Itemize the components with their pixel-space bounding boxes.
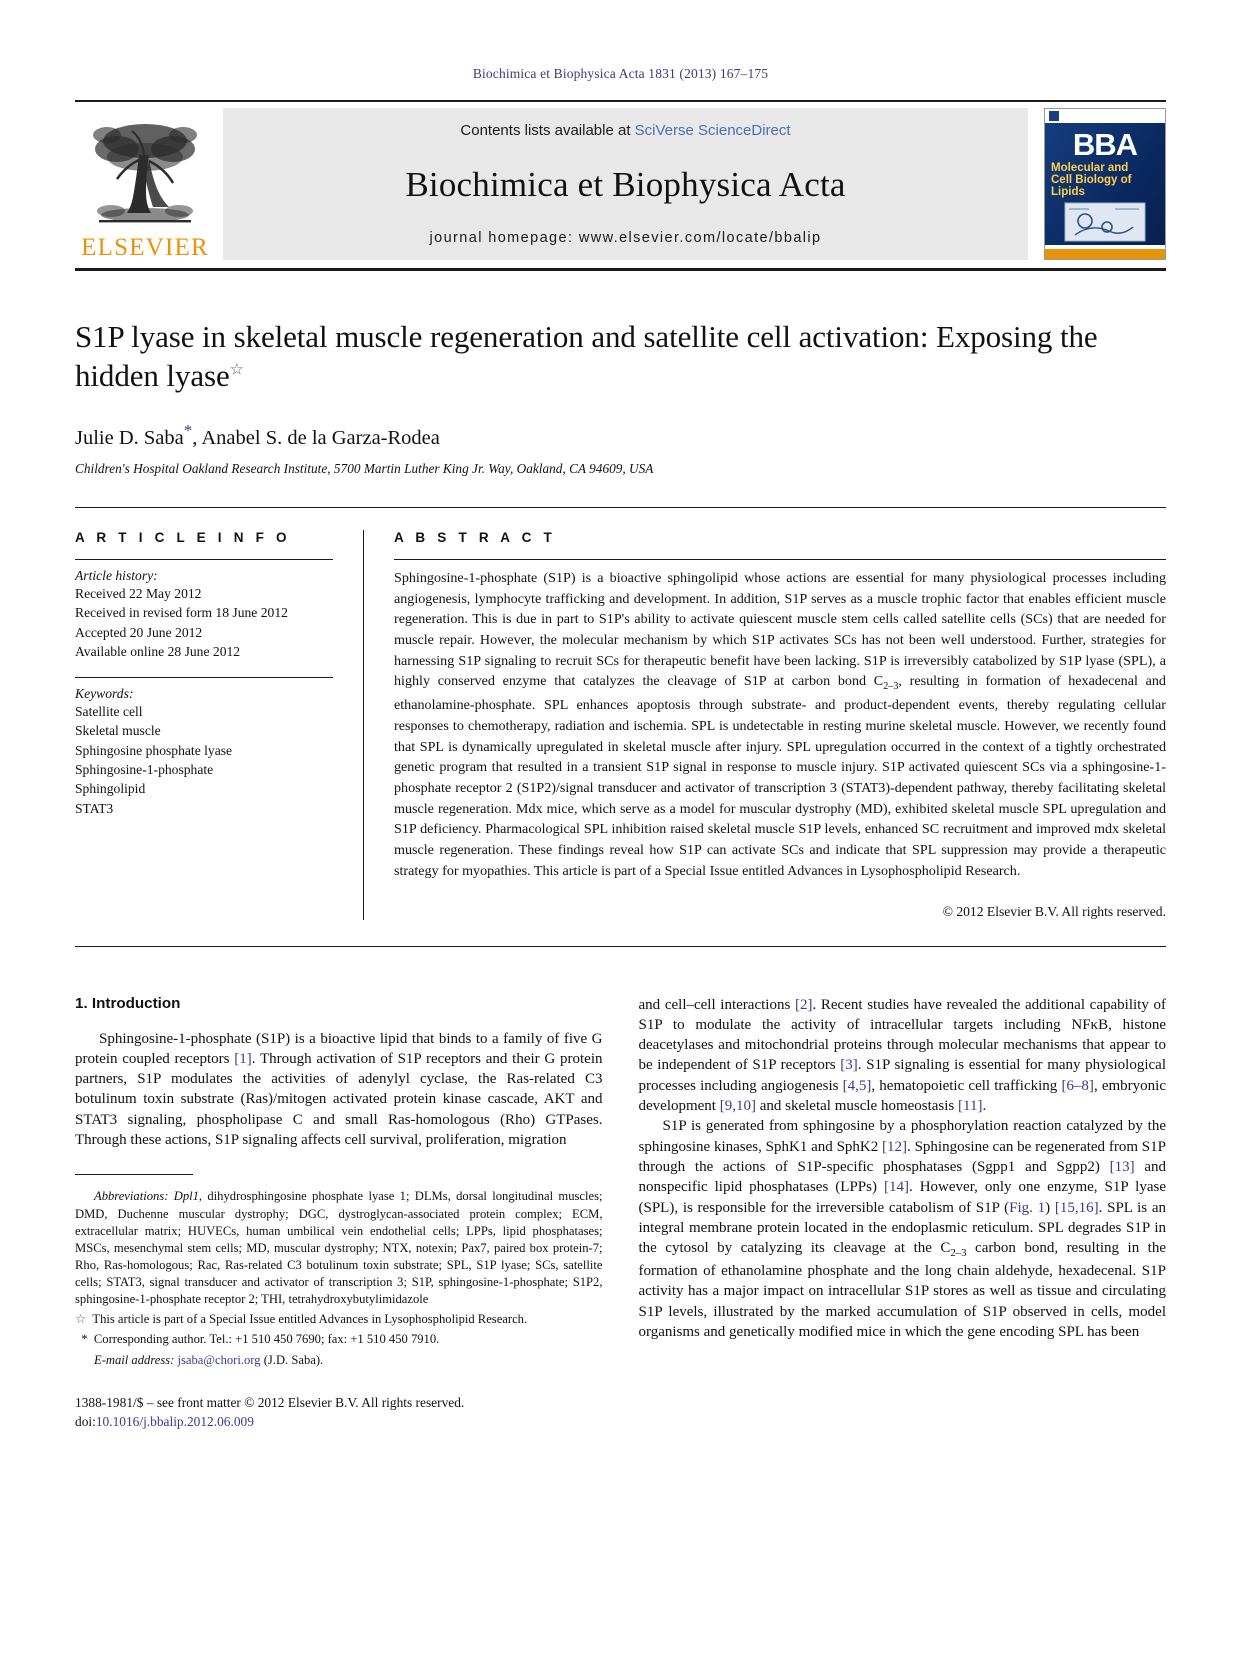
special-issue-note-text: This article is part of a Special Issue entitled Advances in Lysophospholipid Research. <box>92 1312 528 1327</box>
intro-paragraph-left <box>75 1029 603 1151</box>
right-text-g: . <box>982 1098 987 1115</box>
panel-vertical-divider <box>363 530 364 920</box>
figure-1-link[interactable]: Fig. 1 <box>1009 1199 1046 1216</box>
email-footnote <box>75 1352 603 1369</box>
body-column-left <box>75 995 603 1431</box>
right-text-b: . Recent studies have revealed the additional capability of S1P to modulate the activity of intracellular targets including NFκB, histone deacetylases and mitochondrial proteins through molecular mechanisms that appear to be independent of S1P receptors <box>638 996 1166 1074</box>
page-title <box>75 317 1166 395</box>
corresponding-note-text: Corresponding author. Tel.: +1 510 450 7690; fax: +1 510 450 7910. <box>93 1332 440 1347</box>
svg-text:Molecular and: Molecular and <box>1051 162 1129 174</box>
doi-prefix: doi: <box>75 1413 96 1429</box>
right2-subscript: 2–3 <box>950 1247 967 1260</box>
abbreviation-first-term: Dpl1 <box>173 1189 199 1204</box>
abbreviations-footnote <box>75 1188 603 1308</box>
journal-masthead <box>75 100 1166 262</box>
citation-ref-12[interactable]: [12] <box>882 1138 908 1155</box>
history-accepted: Accepted 20 June 2012 <box>75 624 203 640</box>
history-revised: Received in revised form 18 June 2012 <box>75 605 288 621</box>
elsevier-tree-icon <box>81 115 209 233</box>
citation-ref-6-8[interactable]: [6–8] <box>1061 1077 1094 1094</box>
abbreviations-label: Abbreviations: <box>94 1189 174 1204</box>
info-spacer <box>75 661 333 677</box>
intro-left-text-a: Sphingosine-1-phosphate (S1P) is a bioactive lipid that binds to a family of five G protein coupled receptors <box>75 1030 603 1067</box>
contents-prefix: Contents lists available at <box>460 122 635 139</box>
keyword-item: Skeletal muscle <box>75 723 161 739</box>
citation-ref-1[interactable]: [1] <box>234 1050 252 1067</box>
imprint-doi-line <box>75 1412 603 1431</box>
article-history-label: Article history: <box>75 567 158 583</box>
history-received: Received 22 May 2012 <box>75 585 202 601</box>
special-issue-footnote <box>75 1311 603 1328</box>
article-info-heading: A R T I C L E I N F O <box>75 529 291 545</box>
journal-homepage-link[interactable]: journal homepage: www.elsevier.com/locate/bbalip <box>429 230 822 246</box>
citation-ref-9-10[interactable]: [9,10] <box>719 1098 756 1115</box>
abstract-subscript: 2–3 <box>883 681 899 693</box>
contents-available-line <box>460 122 790 139</box>
abstract-part-2: , resulting in formation of hexadecenal and ethanolamine-phosphate. SPL enhances apoptosis through substrate- and product-dependent events, thereby regulating cellular responses to chemotherapy, radiation and ischemia. SPL is undetectable in resting murine skeletal muscle. However, we recently found that SPL is dynamically upregulated in skeletal muscle after injury. SPL upregulation occurred in the context of a tightly orchestrated genetic program that resulted in a transient S1P signal in response to muscle injury. S1P activated quiescent SCs via a sphingosine-1-phosphate receptor 2 (S1P2)/signal transducer and activator of transcription 3 (STAT3)-dependent pathway, thereby facilitating skeletal muscle regeneration. Mdx mice, which serve as a model for muscular dystrophy (MD), exhibited skeletal muscle SPL upregulation and S1P deficiency. Pharmacological SPL inhibition raised skeletal muscle S1P levels, enhanced SC recruitment and improved mdx skeletal muscle regeneration. These findings reveal how S1P can activate SCs and indicate that SPL suppression may provide a therapeutic strategy for myopathies. This article is part of a Special Issue entitled Advances in Lysophospholipid Research. <box>394 673 1166 879</box>
body-column-right <box>639 995 1167 1431</box>
svg-text:BBA: BBA <box>1072 127 1138 162</box>
keyword-item: STAT3 <box>75 800 114 816</box>
elsevier-wordmark: ELSEVIER <box>81 234 209 261</box>
journal-info-box <box>223 108 1028 260</box>
article-title-text: S1P lyase in skeletal muscle regeneration and satellite cell activation: Exposing the hidden lyase <box>75 319 1098 394</box>
corresponding-author-footnote <box>75 1331 603 1348</box>
footnotes-block <box>75 1174 603 1430</box>
doi-link[interactable]: 10.1016/j.bbalip.2012.06.009 <box>95 1413 254 1429</box>
author-primary: Julie D. Saba <box>75 426 184 449</box>
masthead-bottom-rule <box>75 268 1166 271</box>
right-text-c: . S1P signaling is essential for many physiological processes including angiogenesis <box>638 1057 1166 1094</box>
info-rule-top <box>75 559 333 560</box>
sciencedirect-link[interactable]: SciVerse ScienceDirect <box>634 122 791 139</box>
star-footnote-marker: ☆ <box>75 1312 87 1327</box>
right-text-d: , hematopoietic cell trafficking <box>871 1077 1062 1094</box>
abstract-column <box>394 530 1166 920</box>
journal-cover-art <box>1045 109 1165 260</box>
running-head: Biochimica et Biophysica Acta 1831 (2013) 167–175 <box>472 66 769 81</box>
right2-text-d: . However, only one enzyme, S1P lyase (SPL), is responsible for the irreversible catabolism of S1P ( <box>638 1179 1166 1216</box>
imprint-block <box>75 1393 603 1431</box>
abstract-rule-top <box>394 559 1166 560</box>
info-rule-keywords <box>75 677 333 678</box>
title-footnote-marker[interactable]: ☆ <box>229 361 244 379</box>
svg-text:Lipids: Lipids <box>1051 186 1085 198</box>
abstract-copyright: © 2012 Elsevier B.V. All rights reserved. <box>942 903 1166 919</box>
intro-paragraph-right-1 <box>639 995 1167 1117</box>
citation-ref-3[interactable]: [3] <box>840 1057 858 1074</box>
corresponding-author-marker[interactable]: * <box>183 421 193 441</box>
article-info-column <box>75 530 363 920</box>
right-text-a: and cell–cell interactions <box>638 996 795 1013</box>
keywords-label: Keywords: <box>75 686 134 702</box>
intro-paragraph-right-2 <box>639 1116 1167 1342</box>
citation-ref-15-16[interactable]: [15,16] <box>1054 1199 1099 1216</box>
email-label: E-mail address: <box>94 1352 175 1367</box>
citation-ref-14[interactable]: [14] <box>883 1179 909 1196</box>
elsevier-logo <box>75 108 223 260</box>
citation-ref-11[interactable]: [11] <box>958 1098 983 1115</box>
journal-cover-thumbnail <box>1044 108 1166 260</box>
title-block <box>75 317 1166 477</box>
svg-text:Cell Biology of: Cell Biology of <box>1051 174 1132 186</box>
abbreviations-body: , dihydrosphingosine phosphate lyase 1; DLMs, dorsal longitudinal muscles; DMD, Duchenne muscular dystrophy; DGC, dystroglycan-associated protein complex; ECM, extracellular matrix; HUVECs, human umbilical vein endothelial cells; LPPs, lipid phosphatases; MSCs, mesenchymal stem cells; MD, muscular dystrophy; NTX, notexin; Pax7, paired box protein-7; Rho, Ras-homologous; Rac, Ras-related C3 botulinum toxin substrate; SPL, S1P lyase; SCs, satellite cells; STAT3, signal transducer and activator of transcription 3; S1P, sphingosine-1-phosphate; S1P2, sphingosine-1-phosphate receptor 2; THI, tetrahydroxybutylimidazole <box>75 1189 603 1307</box>
right2-text-g: carbon bond, resulting in the formation of ethanolamine phosphate and the long chain aldehyde, hexadecenal. S1P activity has a major impact on intracellular S1P stores as well as tissue and circulating S1P levels, illustrated by the marked accumulation of S1P observed in cells, model organisms and genetically modified mice in which the gene encoding SPL has been <box>638 1240 1166 1340</box>
section-heading-introduction: 1. Introduction <box>75 994 181 1012</box>
history-online: Available online 28 June 2012 <box>75 643 241 659</box>
right2-text-c: and nonspecific lipid phosphatases (LPPs) <box>638 1159 1166 1196</box>
right-text-e: , embryonic development <box>638 1077 1166 1115</box>
right2-text-e: ) <box>1045 1199 1055 1216</box>
journal-title: Biochimica et Biophysica Acta <box>405 164 846 204</box>
author-list <box>75 421 1166 450</box>
email-suffix: (J.D. Saba). <box>260 1352 324 1367</box>
info-abstract-panel <box>75 507 1166 947</box>
keyword-item: Satellite cell <box>75 704 143 720</box>
abstract-part-1: Sphingosine-1-phosphate (S1P) is a bioactive sphingolipid whose actions are essential for many physiological processes including angiogenesis, lymphocyte trafficking and development. In addition, S1P serves as a muscle trophic factor that enables efficient muscle regeneration. This is due in part to S1P's ability to activate quiescent muscle stem cells called satellite cells (SCs) that are needed for muscle repair. However, the molecular mechanism by which S1P activates SCs has not been well understood. Further, strategies for harnessing S1P signaling to recruit SCs for therapeutic benefit have been lacking. S1P is irreversibly catabolized by S1P lyase (SPL), a highly conserved enzyme that catalyzes the cleavage of S1P at carbon bond C <box>394 569 1166 690</box>
imprint-front-matter: 1388-1981/$ – see front matter © 2012 Elsevier B.V. All rights reserved. <box>75 1394 465 1410</box>
right2-text-b: . Sphingosine can be regenerated from S1P through the actions of S1P-specific phosphatases (Sgpp1 and Sgpp2) <box>638 1138 1166 1175</box>
corresponding-footnote-marker: * <box>81 1332 88 1347</box>
abstract-text <box>394 568 1166 882</box>
body-columns <box>75 995 1166 1431</box>
citation-ref-13[interactable]: [13] <box>1109 1159 1135 1175</box>
right-text-f: and skeletal muscle homeostasis <box>755 1098 959 1115</box>
right2-text-a: S1P is generated from sphingosine by a phosphorylation reaction catalyzed by the sphingosine kinases, SphK1 and SphK2 <box>638 1118 1166 1155</box>
keyword-item: Sphingosine-1-phosphate <box>75 762 214 777</box>
author-affiliation: Children's Hospital Oakland Research Institute, 5700 Martin Luther King Jr. Way, Oakland, CA 94609, USA <box>75 460 654 476</box>
citation-ref-4-5[interactable]: [4,5] <box>842 1077 872 1094</box>
abstract-heading: A B S T R A C T <box>394 529 556 545</box>
intro-left-text-b: . Through activation of S1P receptors and their G protein partners, S1P modulates the activities of adenylyl cyclase, the Ras-related C3 botulinum toxin substrate (Ras)/mitogen activated protein kinase cascade, AKT and STAT3 signaling, phospholipase C and small Ras-homologous (Rho) GTPases. Through these actions, S1P signaling affects cell survival, proliferation, migration <box>75 1050 603 1149</box>
email-link[interactable]: jsaba@chori.org <box>177 1352 261 1367</box>
keyword-item: Sphingosine phosphate lyase <box>75 742 233 758</box>
author-secondary: , Anabel S. de la Garza-Rodea <box>192 426 440 449</box>
right2-text-f: . SPL is an integral membrane protein located in the endoplasmic reticulum. SPL degrades S1P in the cytosol by catalyzing its cleavage at the C <box>638 1199 1167 1257</box>
citation-ref-2[interactable]: [2] <box>794 996 813 1013</box>
keyword-item: Sphingolipid <box>75 781 146 797</box>
